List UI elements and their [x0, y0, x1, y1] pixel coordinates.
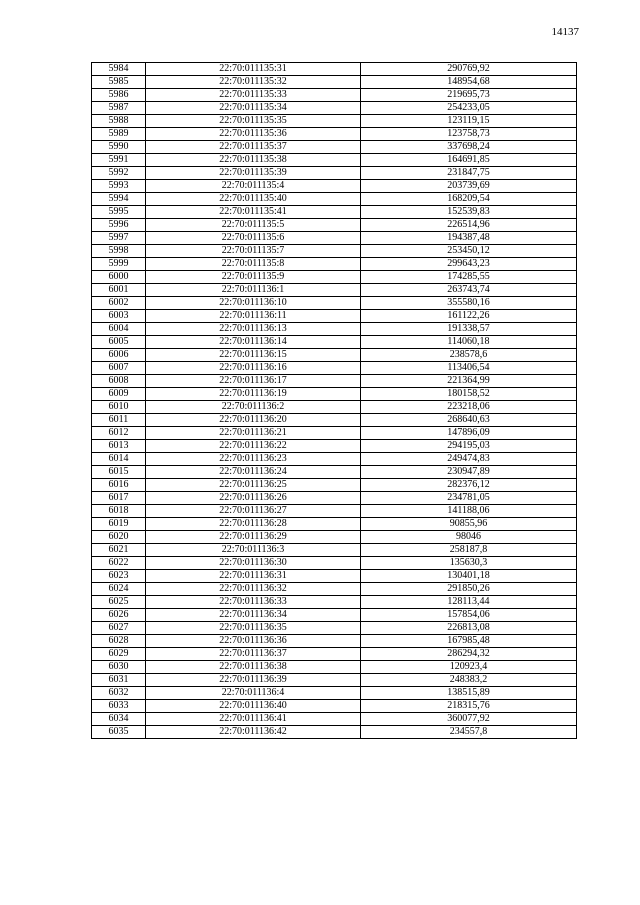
- table-row: [92, 674, 577, 687]
- table-row: [92, 596, 577, 609]
- table-row: [92, 310, 577, 323]
- row-number-cell: 6005: [92, 336, 146, 349]
- cadastral-value-cell: 168209,54: [361, 193, 577, 206]
- table-row: [92, 466, 577, 479]
- cadastral-value-cell: 128113,44: [361, 596, 577, 609]
- row-number-cell: 5987: [92, 102, 146, 115]
- cadastral-value-cell: 249474,83: [361, 453, 577, 466]
- table-row: [92, 76, 577, 89]
- row-number-cell: 6030: [92, 661, 146, 674]
- cadastral-value-cell: 138515,89: [361, 687, 577, 700]
- row-number-cell: 5989: [92, 128, 146, 141]
- table-row: [92, 102, 577, 115]
- cadastral-value-cell: 221364,99: [361, 375, 577, 388]
- cadastral-value-cell: 230947,89: [361, 466, 577, 479]
- table-row: [92, 349, 577, 362]
- cadastral-number-cell: 22:70:011135:7: [146, 245, 361, 258]
- table-row: [92, 323, 577, 336]
- row-number-cell: 6027: [92, 622, 146, 635]
- cadastral-value-cell: 290769,92: [361, 63, 577, 76]
- cadastral-number-cell: 22:70:011136:13: [146, 323, 361, 336]
- cadastral-value-cell: 167985,48: [361, 635, 577, 648]
- cadastral-value-cell: 238578,6: [361, 349, 577, 362]
- cadastral-value-cell: 147896,09: [361, 427, 577, 440]
- cadastral-number-cell: 22:70:011136:11: [146, 310, 361, 323]
- cadastral-value-cell: 141188,06: [361, 505, 577, 518]
- table-row: [92, 726, 577, 739]
- table-row: [92, 63, 577, 76]
- row-number-cell: 6020: [92, 531, 146, 544]
- cadastral-value-cell: 123119,15: [361, 115, 577, 128]
- table-row: [92, 284, 577, 297]
- cadastral-value-cell: 203739,69: [361, 180, 577, 193]
- row-number-cell: 6008: [92, 375, 146, 388]
- cadastral-value-cell: 180158,52: [361, 388, 577, 401]
- table-row: [92, 388, 577, 401]
- row-number-cell: 6004: [92, 323, 146, 336]
- row-number-cell: 6028: [92, 635, 146, 648]
- cadastral-number-cell: 22:70:011135:32: [146, 76, 361, 89]
- table-row: [92, 141, 577, 154]
- row-number-cell: 6021: [92, 544, 146, 557]
- table-row: [92, 609, 577, 622]
- table-row: [92, 661, 577, 674]
- row-number-cell: 6001: [92, 284, 146, 297]
- cadastral-number-cell: 22:70:011136:34: [146, 609, 361, 622]
- cadastral-number-cell: 22:70:011136:29: [146, 531, 361, 544]
- row-number-cell: 6007: [92, 362, 146, 375]
- cadastral-value-cell: 161122,26: [361, 310, 577, 323]
- table-row: [92, 518, 577, 531]
- cadastral-number-cell: 22:70:011136:16: [146, 362, 361, 375]
- table-row: [92, 440, 577, 453]
- table-row: [92, 505, 577, 518]
- cadastral-number-cell: 22:70:011136:10: [146, 297, 361, 310]
- row-number-cell: 6026: [92, 609, 146, 622]
- cadastral-number-cell: 22:70:011135:37: [146, 141, 361, 154]
- row-number-cell: 5988: [92, 115, 146, 128]
- table-row: [92, 271, 577, 284]
- row-number-cell: 6000: [92, 271, 146, 284]
- table-row: [92, 336, 577, 349]
- cadastral-value-cell: 226813,08: [361, 622, 577, 635]
- cadastral-number-cell: 22:70:011136:1: [146, 284, 361, 297]
- cadastral-number-cell: 22:70:011135:38: [146, 154, 361, 167]
- row-number-cell: 6009: [92, 388, 146, 401]
- cadastral-value-cell: 291850,26: [361, 583, 577, 596]
- cadastral-value-cell: 157854,06: [361, 609, 577, 622]
- cadastral-value-cell: 294195,03: [361, 440, 577, 453]
- cadastral-value-cell: 164691,85: [361, 154, 577, 167]
- cadastral-value-cell: 174285,55: [361, 271, 577, 284]
- cadastral-value-cell: 130401,18: [361, 570, 577, 583]
- cadastral-value-cell: 355580,16: [361, 297, 577, 310]
- cadastral-number-cell: 22:70:011136:33: [146, 596, 361, 609]
- table-row: [92, 232, 577, 245]
- cadastral-number-cell: 22:70:011135:34: [146, 102, 361, 115]
- cadastral-number-cell: 22:70:011136:36: [146, 635, 361, 648]
- table-row: [92, 570, 577, 583]
- cadastral-number-cell: 22:70:011136:30: [146, 557, 361, 570]
- cadastral-value-cell: 226514,96: [361, 219, 577, 232]
- table-row: [92, 635, 577, 648]
- cadastral-value-cell: 337698,24: [361, 141, 577, 154]
- row-number-cell: 5995: [92, 206, 146, 219]
- cadastral-value-cell: 152539,83: [361, 206, 577, 219]
- cadastral-value-cell: 114060,18: [361, 336, 577, 349]
- cadastral-number-cell: 22:70:011135:39: [146, 167, 361, 180]
- cadastral-number-cell: 22:70:011136:14: [146, 336, 361, 349]
- row-number-cell: 5994: [92, 193, 146, 206]
- row-number-cell: 6023: [92, 570, 146, 583]
- cadastral-number-cell: 22:70:011136:27: [146, 505, 361, 518]
- table-row: [92, 700, 577, 713]
- cadastral-number-cell: 22:70:011135:35: [146, 115, 361, 128]
- row-number-cell: 5998: [92, 245, 146, 258]
- table-row: [92, 375, 577, 388]
- table-row: [92, 401, 577, 414]
- row-number-cell: 6010: [92, 401, 146, 414]
- cadastral-value-cell: 98046: [361, 531, 577, 544]
- cadastral-number-cell: 22:70:011136:20: [146, 414, 361, 427]
- cadastral-value-cell: 263743,74: [361, 284, 577, 297]
- cadastral-value-cell: 253450,12: [361, 245, 577, 258]
- cadastral-value-cell: 148954,68: [361, 76, 577, 89]
- row-number-cell: 6029: [92, 648, 146, 661]
- cadastral-number-cell: 22:70:011135:41: [146, 206, 361, 219]
- cadastral-number-cell: 22:70:011136:25: [146, 479, 361, 492]
- row-number-cell: 6015: [92, 466, 146, 479]
- cadastral-number-cell: 22:70:011136:41: [146, 713, 361, 726]
- row-number-cell: 5993: [92, 180, 146, 193]
- cadastral-number-cell: 22:70:011136:40: [146, 700, 361, 713]
- table-row: [92, 453, 577, 466]
- cadastral-number-cell: 22:70:011135:33: [146, 89, 361, 102]
- cadastral-value-cell: 231847,75: [361, 167, 577, 180]
- row-number-cell: 6032: [92, 687, 146, 700]
- table-row: [92, 89, 577, 102]
- cadastral-number-cell: 22:70:011136:42: [146, 726, 361, 739]
- cadastral-number-cell: 22:70:011135:31: [146, 63, 361, 76]
- cadastral-number-cell: 22:70:011136:3: [146, 544, 361, 557]
- table-row: [92, 245, 577, 258]
- row-number-cell: 6034: [92, 713, 146, 726]
- cadastral-number-cell: 22:70:011135:4: [146, 180, 361, 193]
- cadastral-value-cell: 90855,96: [361, 518, 577, 531]
- row-number-cell: 5992: [92, 167, 146, 180]
- row-number-cell: 6035: [92, 726, 146, 739]
- cadastral-number-cell: 22:70:011136:22: [146, 440, 361, 453]
- table-row: [92, 713, 577, 726]
- row-number-cell: 5999: [92, 258, 146, 271]
- cadastral-value-cell: 223218,06: [361, 401, 577, 414]
- cadastral-number-cell: 22:70:011136:37: [146, 648, 361, 661]
- cadastral-number-cell: 22:70:011136:24: [146, 466, 361, 479]
- table-row: [92, 219, 577, 232]
- row-number-cell: 5986: [92, 89, 146, 102]
- table-row: [92, 115, 577, 128]
- table-row: [92, 492, 577, 505]
- cadastral-value-cell: 268640,63: [361, 414, 577, 427]
- cadastral-value-cell: 120923,4: [361, 661, 577, 674]
- table-row: [92, 557, 577, 570]
- cadastral-value-cell: 360077,92: [361, 713, 577, 726]
- table-row: [92, 427, 577, 440]
- cadastral-value-cell: 191338,57: [361, 323, 577, 336]
- row-number-cell: 5991: [92, 154, 146, 167]
- row-number-cell: 5996: [92, 219, 146, 232]
- cadastral-value-table: [91, 62, 577, 739]
- row-number-cell: 6017: [92, 492, 146, 505]
- row-number-cell: 6022: [92, 557, 146, 570]
- table-row: [92, 687, 577, 700]
- table-row: [92, 180, 577, 193]
- cadastral-number-cell: 22:70:011136:23: [146, 453, 361, 466]
- cadastral-value-cell: 135630,3: [361, 557, 577, 570]
- cadastral-value-cell: 299643,23: [361, 258, 577, 271]
- cadastral-number-cell: 22:70:011136:17: [146, 375, 361, 388]
- table-row: [92, 479, 577, 492]
- table-body: [92, 63, 577, 739]
- row-number-cell: 6025: [92, 596, 146, 609]
- row-number-cell: 6033: [92, 700, 146, 713]
- cadastral-value-cell: 286294,32: [361, 648, 577, 661]
- table-row: [92, 297, 577, 310]
- cadastral-number-cell: 22:70:011136:38: [146, 661, 361, 674]
- table-row: [92, 531, 577, 544]
- cadastral-number-cell: 22:70:011136:26: [146, 492, 361, 505]
- table-row: [92, 167, 577, 180]
- row-number-cell: 6013: [92, 440, 146, 453]
- cadastral-number-cell: 22:70:011135:40: [146, 193, 361, 206]
- cadastral-number-cell: 22:70:011135:36: [146, 128, 361, 141]
- cadastral-value-cell: 194387,48: [361, 232, 577, 245]
- row-number-cell: 6024: [92, 583, 146, 596]
- row-number-cell: 6031: [92, 674, 146, 687]
- table-row: [92, 414, 577, 427]
- table-row: [92, 583, 577, 596]
- cadastral-value-cell: 219695,73: [361, 89, 577, 102]
- table-row: [92, 544, 577, 557]
- row-number-cell: 6019: [92, 518, 146, 531]
- cadastral-value-cell: 258187,8: [361, 544, 577, 557]
- row-number-cell: 6003: [92, 310, 146, 323]
- cadastral-number-cell: 22:70:011135:9: [146, 271, 361, 284]
- cadastral-number-cell: 22:70:011136:19: [146, 388, 361, 401]
- row-number-cell: 6011: [92, 414, 146, 427]
- cadastral-number-cell: 22:70:011136:2: [146, 401, 361, 414]
- cadastral-value-cell: 123758,73: [361, 128, 577, 141]
- cadastral-number-cell: 22:70:011136:4: [146, 687, 361, 700]
- table-row: [92, 128, 577, 141]
- cadastral-number-cell: 22:70:011136:39: [146, 674, 361, 687]
- row-number-cell: 5984: [92, 63, 146, 76]
- table-row: [92, 648, 577, 661]
- cadastral-value-cell: 218315,76: [361, 700, 577, 713]
- row-number-cell: 5997: [92, 232, 146, 245]
- cadastral-value-cell: 234557,8: [361, 726, 577, 739]
- cadastral-number-cell: 22:70:011135:8: [146, 258, 361, 271]
- table-row: [92, 193, 577, 206]
- row-number-cell: 6018: [92, 505, 146, 518]
- cadastral-number-cell: 22:70:011136:35: [146, 622, 361, 635]
- cadastral-number-cell: 22:70:011135:6: [146, 232, 361, 245]
- table-row: [92, 206, 577, 219]
- row-number-cell: 6006: [92, 349, 146, 362]
- row-number-cell: 6014: [92, 453, 146, 466]
- row-number-cell: 6012: [92, 427, 146, 440]
- cadastral-number-cell: 22:70:011136:15: [146, 349, 361, 362]
- cadastral-number-cell: 22:70:011136:32: [146, 583, 361, 596]
- cadastral-number-cell: 22:70:011136:28: [146, 518, 361, 531]
- cadastral-value-cell: 234781,05: [361, 492, 577, 505]
- cadastral-number-cell: 22:70:011135:5: [146, 219, 361, 232]
- table-row: [92, 154, 577, 167]
- table-row: [92, 362, 577, 375]
- cadastral-value-cell: 113406,54: [361, 362, 577, 375]
- cadastral-number-cell: 22:70:011136:21: [146, 427, 361, 440]
- table-row: [92, 258, 577, 271]
- row-number-cell: 5990: [92, 141, 146, 154]
- row-number-cell: 6016: [92, 479, 146, 492]
- row-number-cell: 6002: [92, 297, 146, 310]
- page-number: 14137: [551, 26, 579, 38]
- table-row: [92, 622, 577, 635]
- cadastral-value-cell: 282376,12: [361, 479, 577, 492]
- row-number-cell: 5985: [92, 76, 146, 89]
- cadastral-value-cell: 254233,05: [361, 102, 577, 115]
- cadastral-value-cell: 248383,2: [361, 674, 577, 687]
- cadastral-number-cell: 22:70:011136:31: [146, 570, 361, 583]
